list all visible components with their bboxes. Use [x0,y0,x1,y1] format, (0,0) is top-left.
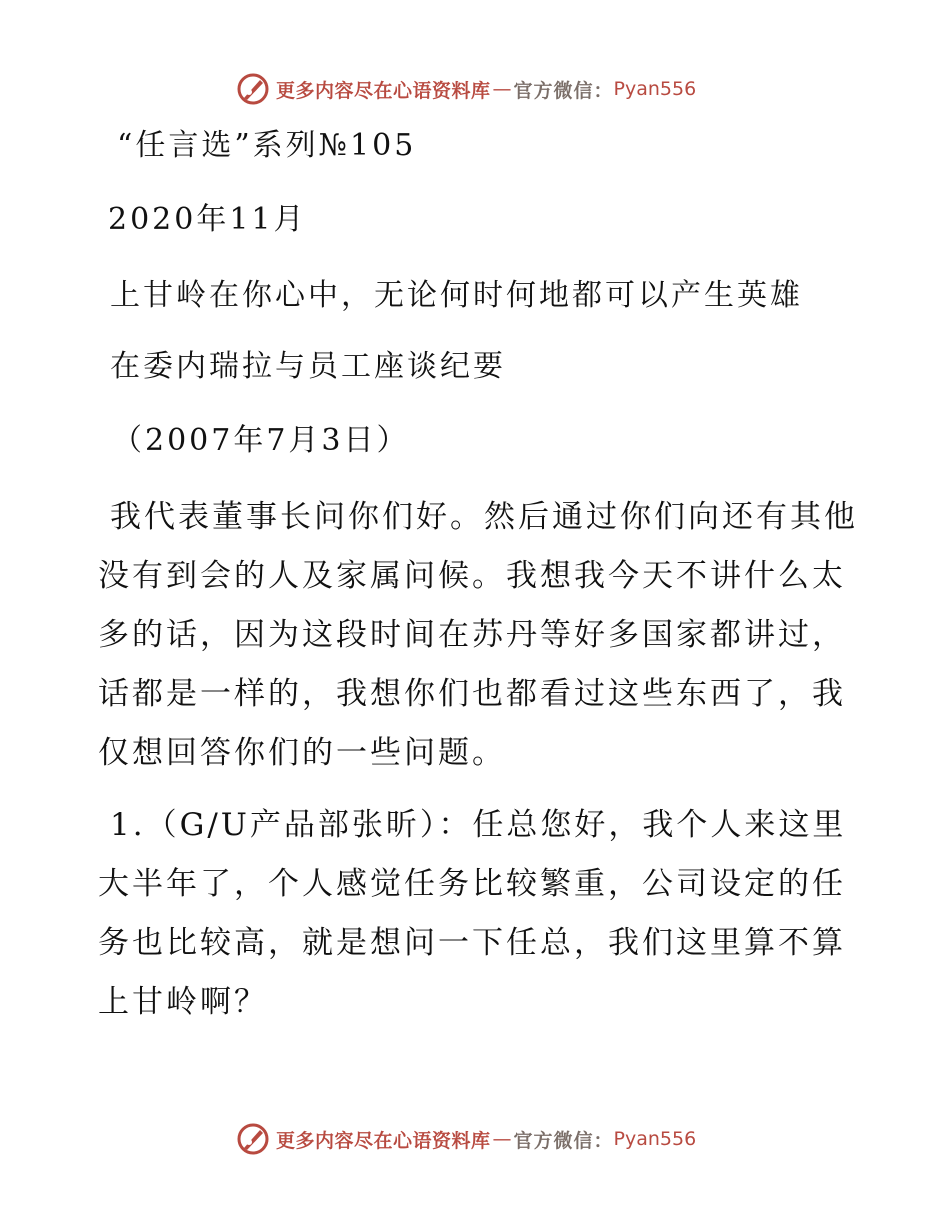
series-label: “任言选”系列№105 [117,128,417,163]
document-date: 2020年11月 [108,202,307,237]
speech-date: （2007年7月3日） [112,423,410,458]
watermark-separator: — [492,78,512,100]
watermark-wechat-id: Pyan556 [613,78,697,100]
watermark-footer [236,1122,696,1156]
brush-logo-icon [236,72,270,106]
document-title: 上甘岭在你心中，无论何时何地都可以产生英雄 [110,278,803,313]
watermark-site-text: 更多内容尽在心语资料库 [276,79,491,102]
watermark-site-text: 更多内容尽在心语资料库 [276,1129,491,1152]
body-paragraph-1: 我代表董事长问你们好。然后通过你们向还有其他没有到会的人及家属问候。我想我今天不讲什么太多的话，因为这段时间在苏丹等好多国家都讲过，话都是一样的，我想你们也都看过这些东西了，我仅想回答你们的一些问题。 [98,499,858,771]
watermark-wechat-id: Pyan556 [613,1128,697,1150]
document-subtitle: 在委内瑞拉与员工座谈纪要 [110,349,506,384]
watermark-header [236,72,696,106]
watermark-label: 官方微信： [513,1129,614,1152]
brush-logo-icon [236,1122,270,1156]
watermark-separator: — [492,1128,512,1150]
body-paragraph-2: 1.（G/U产品部张昕）：任总您好，我个人来这里大半年了，个人感觉任务比较繁重，公司设定的任务也比较高，就是想问一下任总，我们这里算不算上甘岭啊？ [98,807,847,1020]
watermark-label: 官方微信： [513,79,614,102]
